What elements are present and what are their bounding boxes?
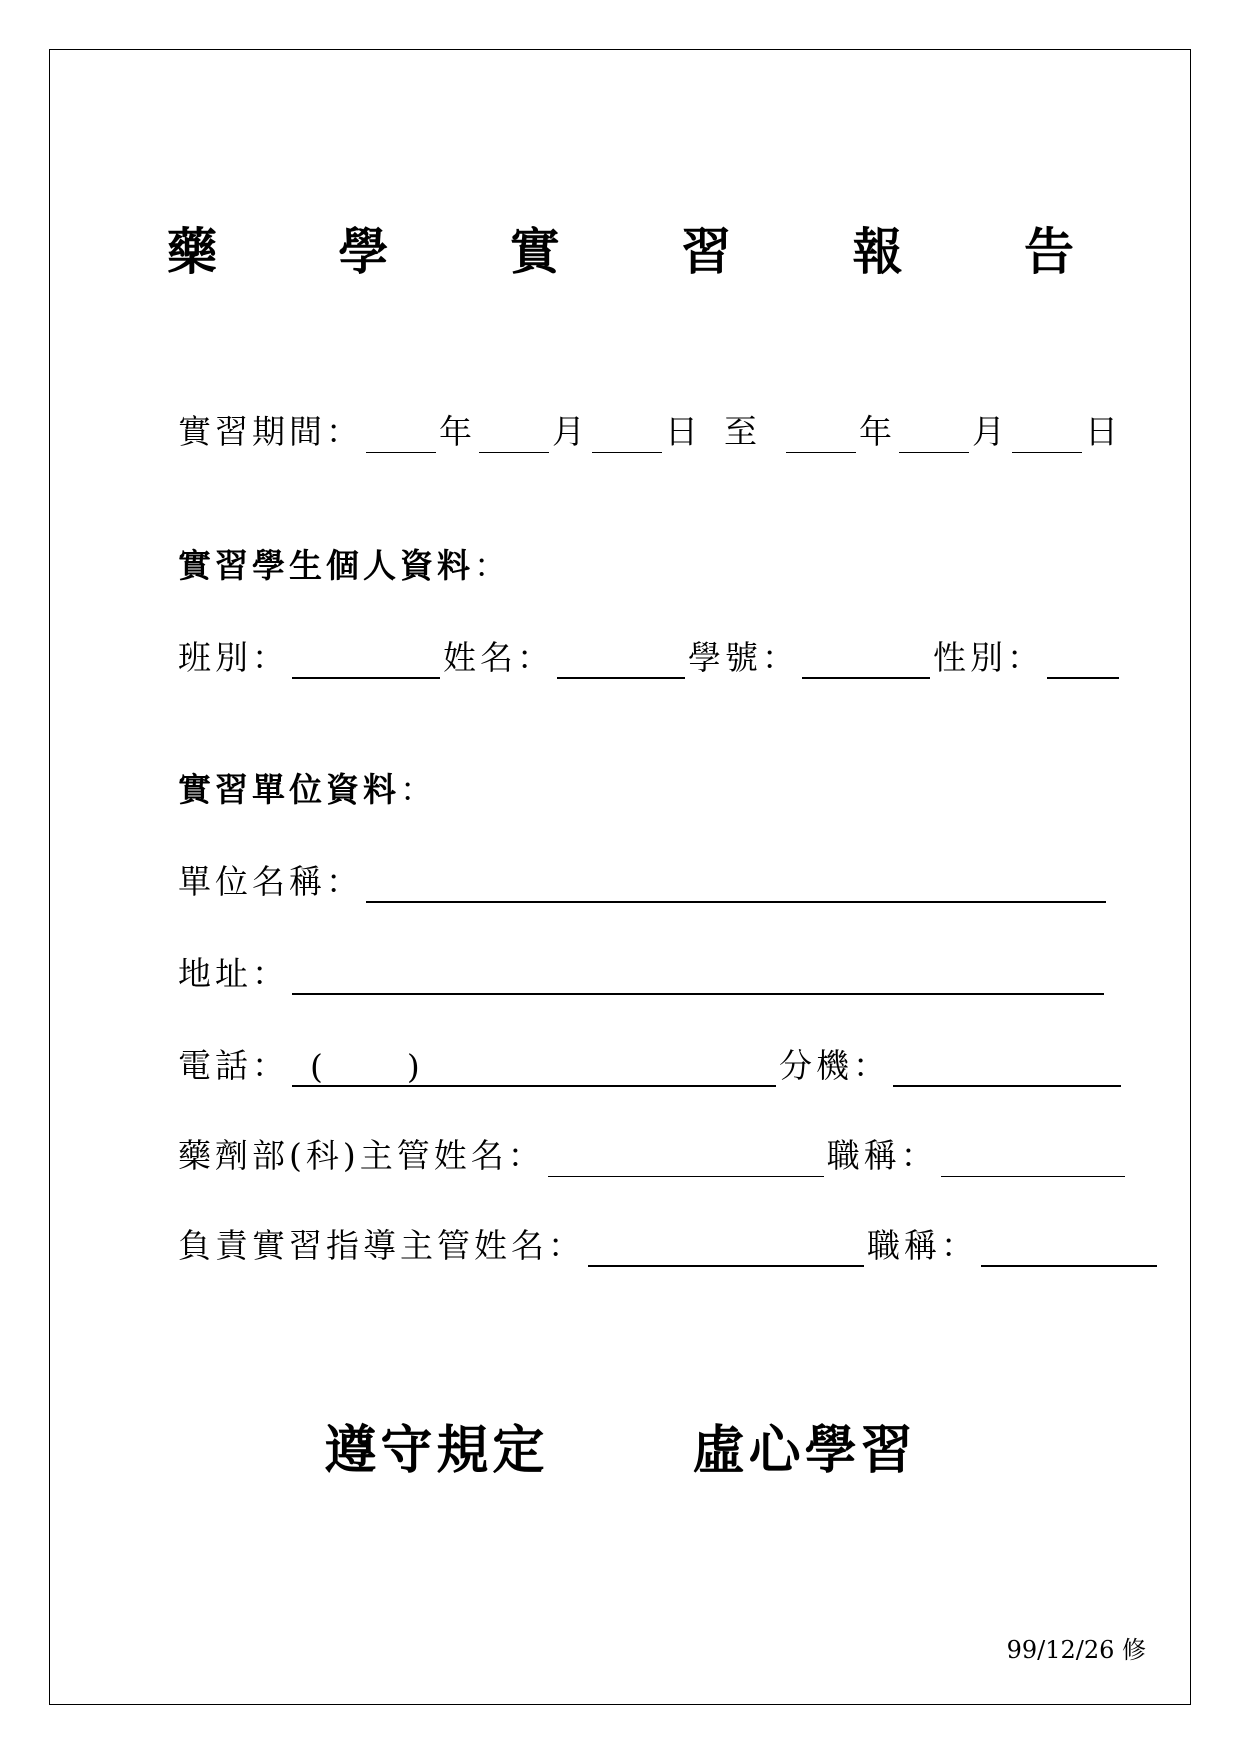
extension-field[interactable] xyxy=(893,1051,1121,1087)
end-year-field[interactable] xyxy=(786,418,856,453)
name-label: 姓名： xyxy=(443,638,554,677)
unit-name-field[interactable] xyxy=(366,867,1106,903)
motto xyxy=(0,1408,1241,1483)
supervisor-field[interactable] xyxy=(588,1231,864,1267)
gender-label: 性別： xyxy=(933,638,1044,677)
unit-heading-text: 實習單位資料 xyxy=(178,770,400,809)
unit-name-row xyxy=(178,856,1109,903)
supervisor-title-label: 職稱： xyxy=(867,1226,978,1265)
start-day-field[interactable] xyxy=(592,418,662,453)
class-field[interactable] xyxy=(292,643,440,679)
class-label: 班別： xyxy=(178,638,289,677)
pharmacy-head-label: 藥劑部(科)主管姓名： xyxy=(178,1136,545,1175)
pharmacy-head-title-field[interactable] xyxy=(941,1142,1125,1177)
unit-heading-colon: ： xyxy=(400,770,437,809)
pharmacy-head-field[interactable] xyxy=(548,1142,824,1177)
start-month-field[interactable] xyxy=(479,418,549,453)
year-label-2: 年 xyxy=(859,412,896,451)
name-field[interactable] xyxy=(557,643,685,679)
student-heading-text: 實習學生個人資料 xyxy=(178,546,474,585)
year-label-1: 年 xyxy=(439,412,476,451)
motto-right: 虛心學習 xyxy=(692,1420,917,1481)
day-label-1: 日 xyxy=(665,412,702,451)
month-label-1: 月 xyxy=(552,412,589,451)
address-label: 地址： xyxy=(178,954,289,993)
unit-section-heading xyxy=(178,764,437,811)
student-heading-colon: ： xyxy=(474,546,511,585)
student-id-field[interactable] xyxy=(802,643,930,679)
phone-row xyxy=(178,1040,1124,1087)
end-month-field[interactable] xyxy=(899,418,969,453)
month-label-2: 月 xyxy=(972,412,1009,451)
revision-note: 99/12/26 修 xyxy=(1006,1636,1146,1664)
address-field[interactable] xyxy=(292,959,1104,995)
pharmacy-head-title-label: 職稱： xyxy=(826,1136,938,1175)
end-day-field[interactable] xyxy=(1012,418,1082,453)
start-year-field[interactable] xyxy=(366,418,436,453)
period-row xyxy=(178,406,1122,453)
student-info-row xyxy=(178,632,1122,679)
extension-label: 分機： xyxy=(779,1046,890,1085)
motto-left: 遵守規定 xyxy=(324,1420,549,1481)
form-title: 藥 學 實 習 報 告 xyxy=(166,222,1127,281)
supervisor-label: 負責實習指導主管姓名： xyxy=(178,1226,585,1265)
supervisor-title-field[interactable] xyxy=(981,1231,1157,1267)
pharmacy-head-row xyxy=(178,1130,1128,1177)
gender-field[interactable] xyxy=(1047,643,1119,679)
day-label-2: 日 xyxy=(1085,412,1122,451)
period-label: 實習期間： xyxy=(178,412,363,451)
phone-field[interactable] xyxy=(292,1047,776,1087)
supervisor-row xyxy=(178,1220,1160,1267)
address-row xyxy=(178,948,1107,995)
area-code-open: ( xyxy=(310,1047,327,1086)
phone-label: 電話： xyxy=(178,1046,289,1085)
student-section-heading xyxy=(178,540,511,587)
student-id-label: 學號： xyxy=(688,638,799,677)
to-label: 至 xyxy=(724,412,761,451)
area-code-close: ) xyxy=(406,1047,424,1086)
unit-name-label: 單位名稱： xyxy=(178,862,363,901)
